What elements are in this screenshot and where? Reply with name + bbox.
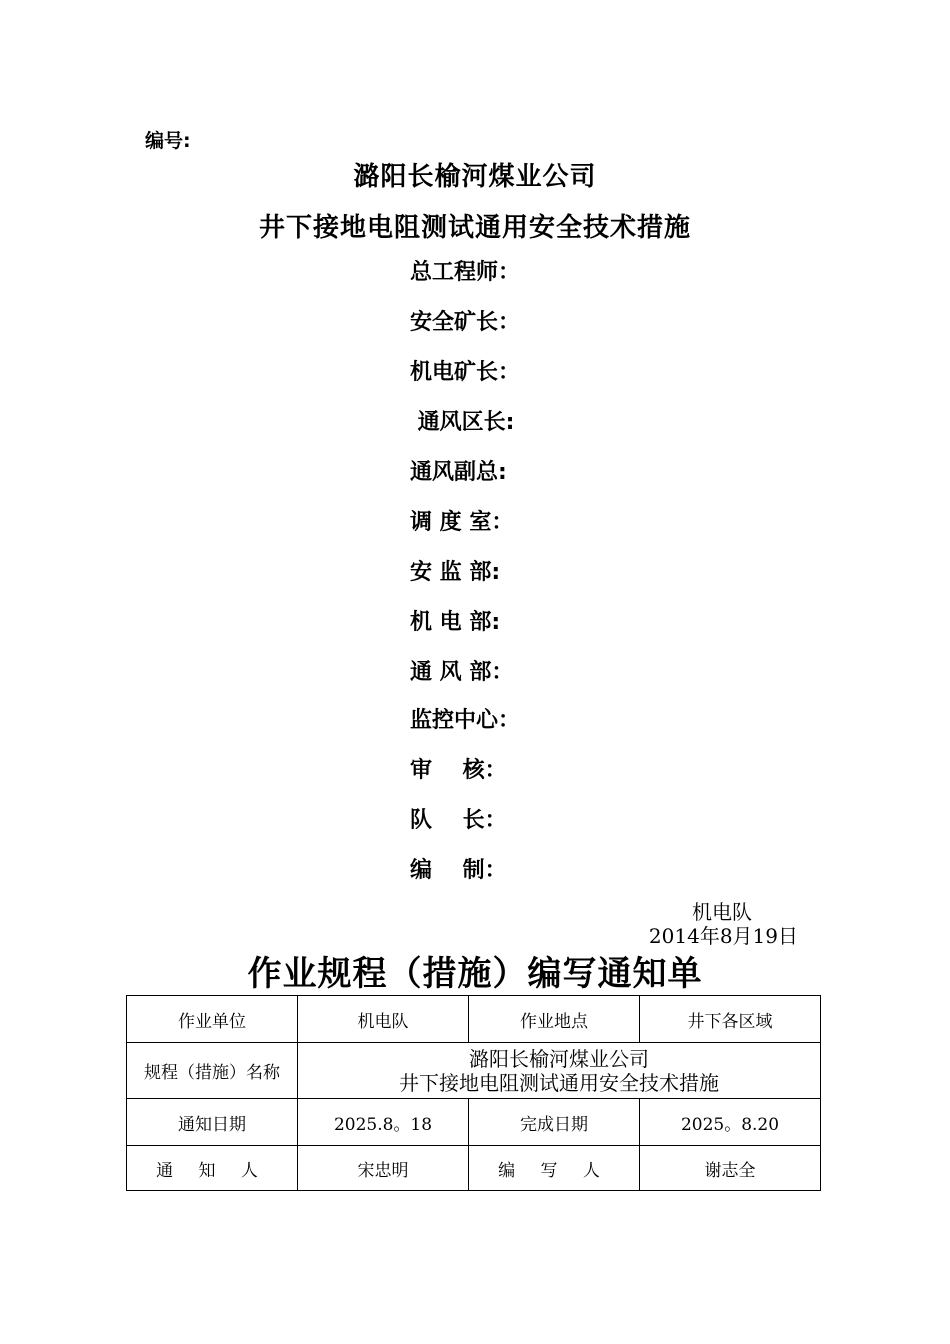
notice-date-label: 通知日期 [127,1099,298,1146]
notifier-label: 通 知 人 [127,1146,298,1191]
completion-date-label: 完成日期 [469,1099,640,1146]
notice-table [126,995,821,1191]
measure-name-line2: 井下接地电阻测试通用安全技术措施 [399,1070,719,1095]
signoff-safety-supervision: 安 监 部: [410,560,501,585]
signoff-ventilation-area-head: 通风区长: [410,410,515,435]
completion-date-value: 2025。8.20 [640,1099,821,1146]
signoff-team-leader: 队 长： [410,808,507,833]
writer-label: 编 写 人 [469,1146,640,1191]
signoff-reviewer: 审 核： [410,758,507,783]
signoff-ventilation-deputy: 通风副总: [410,460,507,485]
measure-name-line1: 潞阳长榆河煤业公司 [469,1046,649,1071]
table-row [127,1146,821,1191]
document-number-label: 编号: [145,130,191,152]
issuing-department: 机电队 [692,900,752,924]
measure-name-value [298,1043,821,1099]
measure-title: 井下接地电阻测试通用安全技术措施 [258,213,691,243]
issue-date: 2014年8月19日 [648,924,798,948]
work-unit-label: 作业单位 [127,996,298,1043]
notice-title: 作业规程（措施）编写通知单 [247,954,703,994]
signoff-safety-mine-director: 安全矿长： [410,310,521,335]
writer-value: 谢志全 [640,1146,821,1191]
signoff-electromechanical-mine-director: 机电矿长： [410,360,521,385]
work-unit-value: 机电队 [298,996,469,1043]
signoff-dispatch-room: 调 度 室： [410,510,514,535]
table-row [127,1099,821,1146]
work-location-label: 作业地点 [469,996,640,1043]
signoff-chief-engineer: 总工程师： [410,260,521,285]
table-row [127,996,821,1043]
signoff-electromechanical-dept: 机 电 部: [410,610,501,635]
notice-date-value: 2025.8。18 [298,1099,469,1146]
company-title: 潞阳长榆河煤业公司 [353,162,597,192]
signoff-ventilation-dept: 通 风 部： [410,660,514,685]
table-row [127,1043,821,1099]
measure-name-label: 规程（措施）名称 [127,1043,298,1099]
signoff-monitoring-center: 监控中心： [410,708,521,733]
work-location-value: 井下各区域 [640,996,821,1043]
signoff-compiler: 编 制： [410,858,507,883]
notifier-value: 宋忠明 [298,1146,469,1191]
